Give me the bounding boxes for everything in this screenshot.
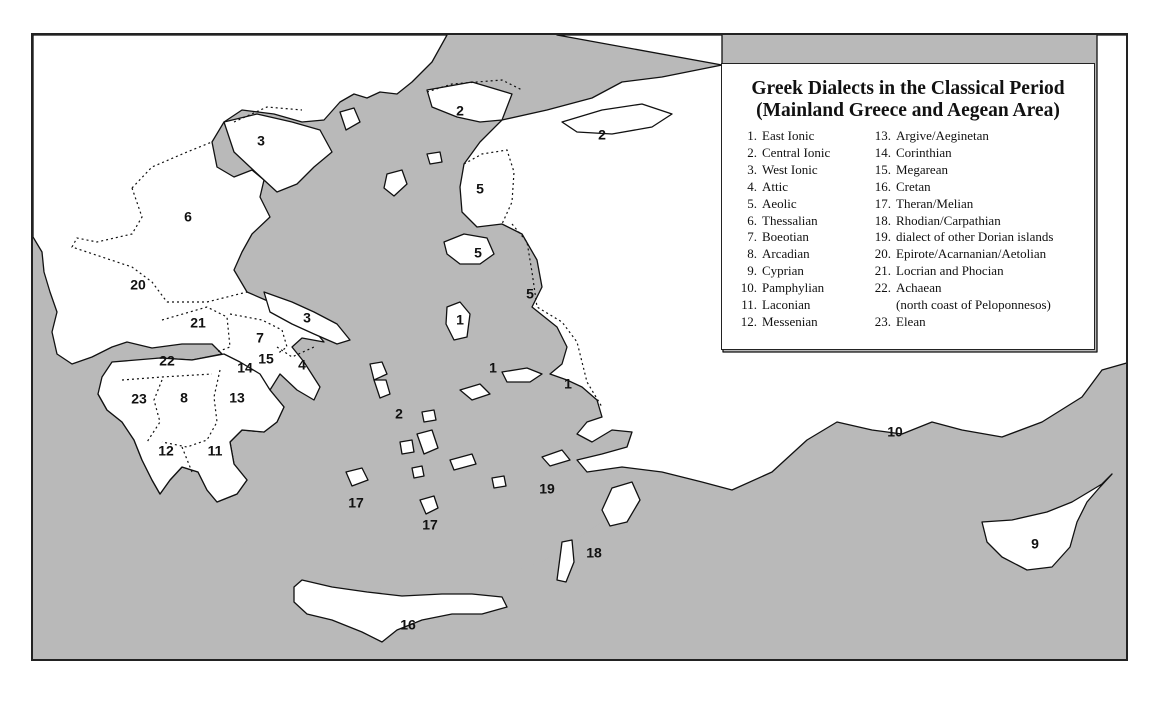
- legend-box: [721, 63, 1095, 350]
- region-label-16-crete: 16: [400, 616, 416, 633]
- region-label-1-chios: 1: [456, 311, 464, 328]
- legend-entry-name: Achaean: [896, 280, 942, 296]
- region-label-5-lesbos: 5: [474, 244, 482, 261]
- legend-entry: [869, 314, 1053, 331]
- region-label-10-pamphylia: 10: [887, 423, 903, 440]
- region-label-6-thessaly: 6: [184, 208, 192, 225]
- legend-entry-name: Messenian: [762, 313, 818, 329]
- legend-entry-name: West Ionic: [762, 161, 818, 177]
- legend-entry: [869, 145, 1053, 162]
- region-label-2-cyclades: 2: [395, 405, 403, 422]
- legend-entry: [735, 213, 830, 230]
- legend-entry: [869, 128, 1053, 145]
- legend-entry-name: Theran/Melian: [896, 195, 974, 211]
- legend-entry-number: 16.: [874, 178, 891, 194]
- region-label-8-arcadia: 8: [180, 389, 188, 406]
- legend-entry-name: Aeolic: [762, 195, 797, 211]
- region-label-3-chalcidice: 3: [257, 132, 265, 149]
- region-label-18-rhodes: 18: [586, 544, 602, 561]
- legend-entry-name: Boeotian: [762, 229, 809, 245]
- legend-entry: [735, 280, 830, 297]
- region-label-11-laconia: 11: [207, 442, 223, 459]
- legend-entry-name: Megarean: [896, 161, 948, 177]
- region-label-13-argolid: 13: [229, 389, 245, 406]
- legend-entry: [869, 229, 1053, 246]
- legend-entry-name: dialect of other Dorian islands: [896, 229, 1054, 245]
- region-label-22-achaea: 22: [159, 352, 175, 369]
- legend-entry-number: 4.: [747, 178, 757, 194]
- legend-entry-number: 2.: [747, 144, 757, 160]
- legend-column-left: [735, 128, 830, 331]
- legend-entry-name: East Ionic: [762, 128, 815, 143]
- region-label-5-aeolis: 5: [526, 285, 534, 302]
- legend-entry-number: 21.: [874, 263, 891, 279]
- legend-entry-name: Locrian and Phocian: [896, 263, 1004, 279]
- legend-entry-name: Epirote/Acarnanian/Aetolian: [896, 246, 1047, 262]
- region-label-17-thera: 17: [422, 516, 438, 533]
- legend-entry: [735, 246, 830, 263]
- legend-entry-name: Elean: [896, 313, 926, 329]
- legend-note: (north coast of Peloponnesos): [896, 297, 1051, 313]
- region-label-21-phocis: 21: [190, 314, 206, 331]
- legend-entry-name: Arcadian: [762, 246, 810, 262]
- region-label-3-euboea: 3: [303, 309, 311, 326]
- legend-entry: [869, 179, 1053, 196]
- legend-entry-name: Corinthian: [896, 144, 952, 160]
- legend-entry-number: 8.: [747, 246, 757, 262]
- legend-entry-number: 17.: [874, 195, 891, 211]
- legend-entry-number: 23.: [874, 313, 891, 329]
- legend-entry-number: 1.: [747, 128, 757, 143]
- legend-entry: [735, 297, 830, 314]
- region-label-17-melos: 17: [348, 494, 364, 511]
- region-label-2-thrace: 2: [456, 102, 464, 119]
- region-label-4-attica: 4: [298, 356, 306, 373]
- region-label-19-dorian-islands: 19: [539, 480, 555, 497]
- legend-entry-name: Pamphylian: [762, 280, 825, 296]
- legend-entry-number: 13.: [874, 128, 891, 143]
- legend-entry-name: Argive/Aeginetan: [896, 128, 989, 143]
- legend-entry: [869, 162, 1053, 179]
- legend-entry-number: 22.: [874, 280, 891, 296]
- legend-entry-name: Laconian: [762, 297, 811, 313]
- region-label-1-ionia: 1: [564, 375, 572, 392]
- legend-entry: [735, 314, 830, 331]
- legend-entry: [869, 246, 1053, 263]
- legend-entry: [735, 179, 830, 196]
- legend-entry-number: 14.: [874, 144, 891, 160]
- legend-entry-name: Attic: [762, 178, 788, 194]
- region-label-15-megara: 15: [258, 350, 274, 367]
- legend-entry-name: Rhodian/Carpathian: [896, 212, 1001, 228]
- legend-entry: [869, 213, 1053, 230]
- legend-entry: [735, 196, 830, 213]
- legend-entry-number: 12.: [740, 313, 757, 329]
- legend-entry: [735, 263, 830, 280]
- legend-entry-number: 3.: [747, 161, 757, 177]
- legend-entry-number: 19.: [874, 229, 891, 245]
- legend-entry-name: Cyprian: [762, 263, 804, 279]
- legend-entry: [735, 229, 830, 246]
- region-label-20-epirus: 20: [130, 276, 146, 293]
- legend-entry-number: 9.: [747, 263, 757, 279]
- region-label-14-corinth: 14: [237, 359, 253, 376]
- legend-entry-number: 7.: [747, 229, 757, 245]
- legend-column-right: [869, 128, 1053, 331]
- legend-entry-number: 6.: [747, 212, 757, 228]
- legend-entry-number: 18.: [874, 212, 891, 228]
- region-label-12-messenia: 12: [158, 442, 174, 459]
- legend-entry: [735, 128, 830, 145]
- legend-entry: [869, 280, 1053, 297]
- region-label-23-elis: 23: [131, 390, 147, 407]
- region-label-1-samos: 1: [489, 359, 497, 376]
- legend-entry-name: Cretan: [896, 178, 931, 194]
- legend-title-line2: (Mainland Greece and Aegean Area): [756, 100, 1060, 121]
- legend-entry: [735, 162, 830, 179]
- legend-title-line1: Greek Dialects in the Classical Period: [751, 78, 1065, 99]
- legend-entry: [735, 145, 830, 162]
- legend-entry-name: Thessalian: [762, 212, 818, 228]
- legend-entry-number: 20.: [874, 246, 891, 262]
- region-label-7-boeotia: 7: [256, 329, 264, 346]
- legend-entry-number: 10.: [740, 280, 757, 296]
- region-label-2-hellespont: 2: [598, 126, 606, 143]
- legend-title: [722, 78, 1094, 122]
- legend-entry-number: 15.: [874, 161, 891, 177]
- legend-entry-number: 11.: [741, 297, 757, 313]
- legend-entry: [869, 196, 1053, 213]
- region-label-9-cyprus: 9: [1031, 535, 1039, 552]
- legend-entry: [869, 263, 1053, 280]
- legend-entry-number: 5.: [747, 195, 757, 211]
- legend-entry-name: Central Ionic: [762, 144, 831, 160]
- region-label-5-troad: 5: [476, 180, 484, 197]
